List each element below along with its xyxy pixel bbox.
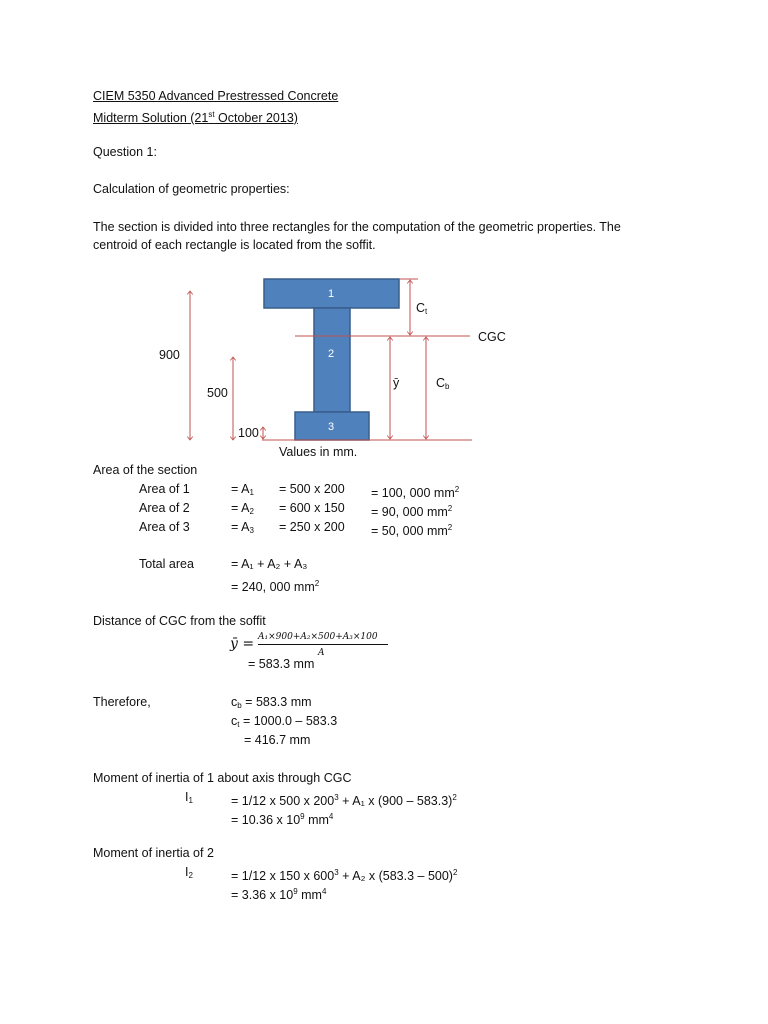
dim-500-label: 500	[207, 386, 228, 400]
area-row-3-sym: = $A_3$	[231, 520, 254, 535]
rect-2-label: 2	[327, 348, 335, 360]
dim-100-label: 100	[238, 426, 259, 440]
ybar-label: ȳ	[393, 376, 400, 390]
area-heading: Area of the section	[93, 463, 198, 477]
rect-1-label: 1	[327, 288, 335, 300]
area-row-2-result: = 90, 000 $mm^2$	[371, 504, 453, 519]
section-figure	[0, 0, 768, 470]
moment1-expr: = 1/12 x 500 x $200^3 + A_1$ x (900 – 583.3)$^2$	[231, 793, 457, 808]
area-row-2-expr: = 600 x 150	[279, 501, 345, 515]
dim-900-label: 900	[159, 348, 180, 362]
ct-value: $c_t = 1000.0 - 583.3$	[231, 714, 338, 729]
intro-line-2: centroid of each rectangle is located from the soffit.	[93, 238, 376, 252]
course-title: CIEM 5350 Advanced Prestressed Concrete	[93, 89, 339, 103]
area-row-3-label: Area of 3	[139, 520, 190, 534]
fraction-numerator: A₁×900+A₂×500+A₃×100	[258, 632, 378, 642]
question-heading: Question 1:	[93, 145, 157, 159]
fraction-bar	[258, 644, 388, 645]
moment2-heading: Moment of inertia of 2	[93, 846, 214, 860]
total-area-result: = 240, 000 $mm^2$	[231, 579, 320, 594]
total-area-label: Total area	[139, 557, 194, 571]
distance-heading: Distance of CGC from the soffit	[93, 614, 266, 628]
rect-3-label: 3	[327, 421, 335, 433]
moment2-result: = 3.36 x $10^9$ $mm^4$	[231, 887, 327, 902]
moment2-expr: = 1/12 x 150 x $600^3 + A_2$ x (583.3 – 500)$^2$	[231, 868, 458, 883]
intro-line-1: The section is divided into three rectangles for the computation of the geometric properties. The	[93, 220, 621, 234]
cb-value: $c_b = 583.3$ mm	[231, 695, 312, 710]
moment2-symbol: $I_2$	[185, 865, 193, 880]
therefore-label: Therefore,	[93, 695, 151, 709]
area-row-1-result: = 100, 000 $mm^2$	[371, 485, 460, 500]
moment1-heading: Moment of inertia of 1 about axis through CGC	[93, 771, 352, 785]
area-row-3-result: = 50, 000 $mm^2$	[371, 523, 453, 538]
subheading: Calculation of geometric properties:	[93, 182, 290, 196]
moment1-symbol: $I_1$	[185, 790, 193, 805]
moment1-result: = 10.36 x $10^9$ $mm^4$	[231, 812, 334, 827]
area-row-1-label: Area of 1	[139, 482, 190, 496]
area-row-1-sym: = $A_1$	[231, 482, 254, 497]
cb-label: Cb	[436, 376, 450, 391]
ct-label: Ct	[416, 301, 428, 316]
area-row-1-expr: = 500 x 200	[279, 482, 345, 496]
solution-title: Midterm Solution (21st October 2013)	[93, 110, 298, 125]
total-area-expr: = A₁ + A₂ + A₃	[231, 557, 308, 571]
ybar-lhs: ȳ =	[230, 636, 255, 652]
area-row-2-label: Area of 2	[139, 501, 190, 515]
distance-result: = 583.3 mm	[248, 657, 315, 671]
ct-result: = 416.7 mm	[244, 733, 311, 747]
cgc-label: CGC	[478, 330, 506, 344]
area-row-3-expr: = 250 x 200	[279, 520, 345, 534]
area-row-2-sym: = $A_2$	[231, 501, 254, 516]
fraction-denominator: A	[318, 648, 325, 658]
web-rect	[314, 308, 350, 412]
values-note: Values in mm.	[279, 445, 358, 459]
